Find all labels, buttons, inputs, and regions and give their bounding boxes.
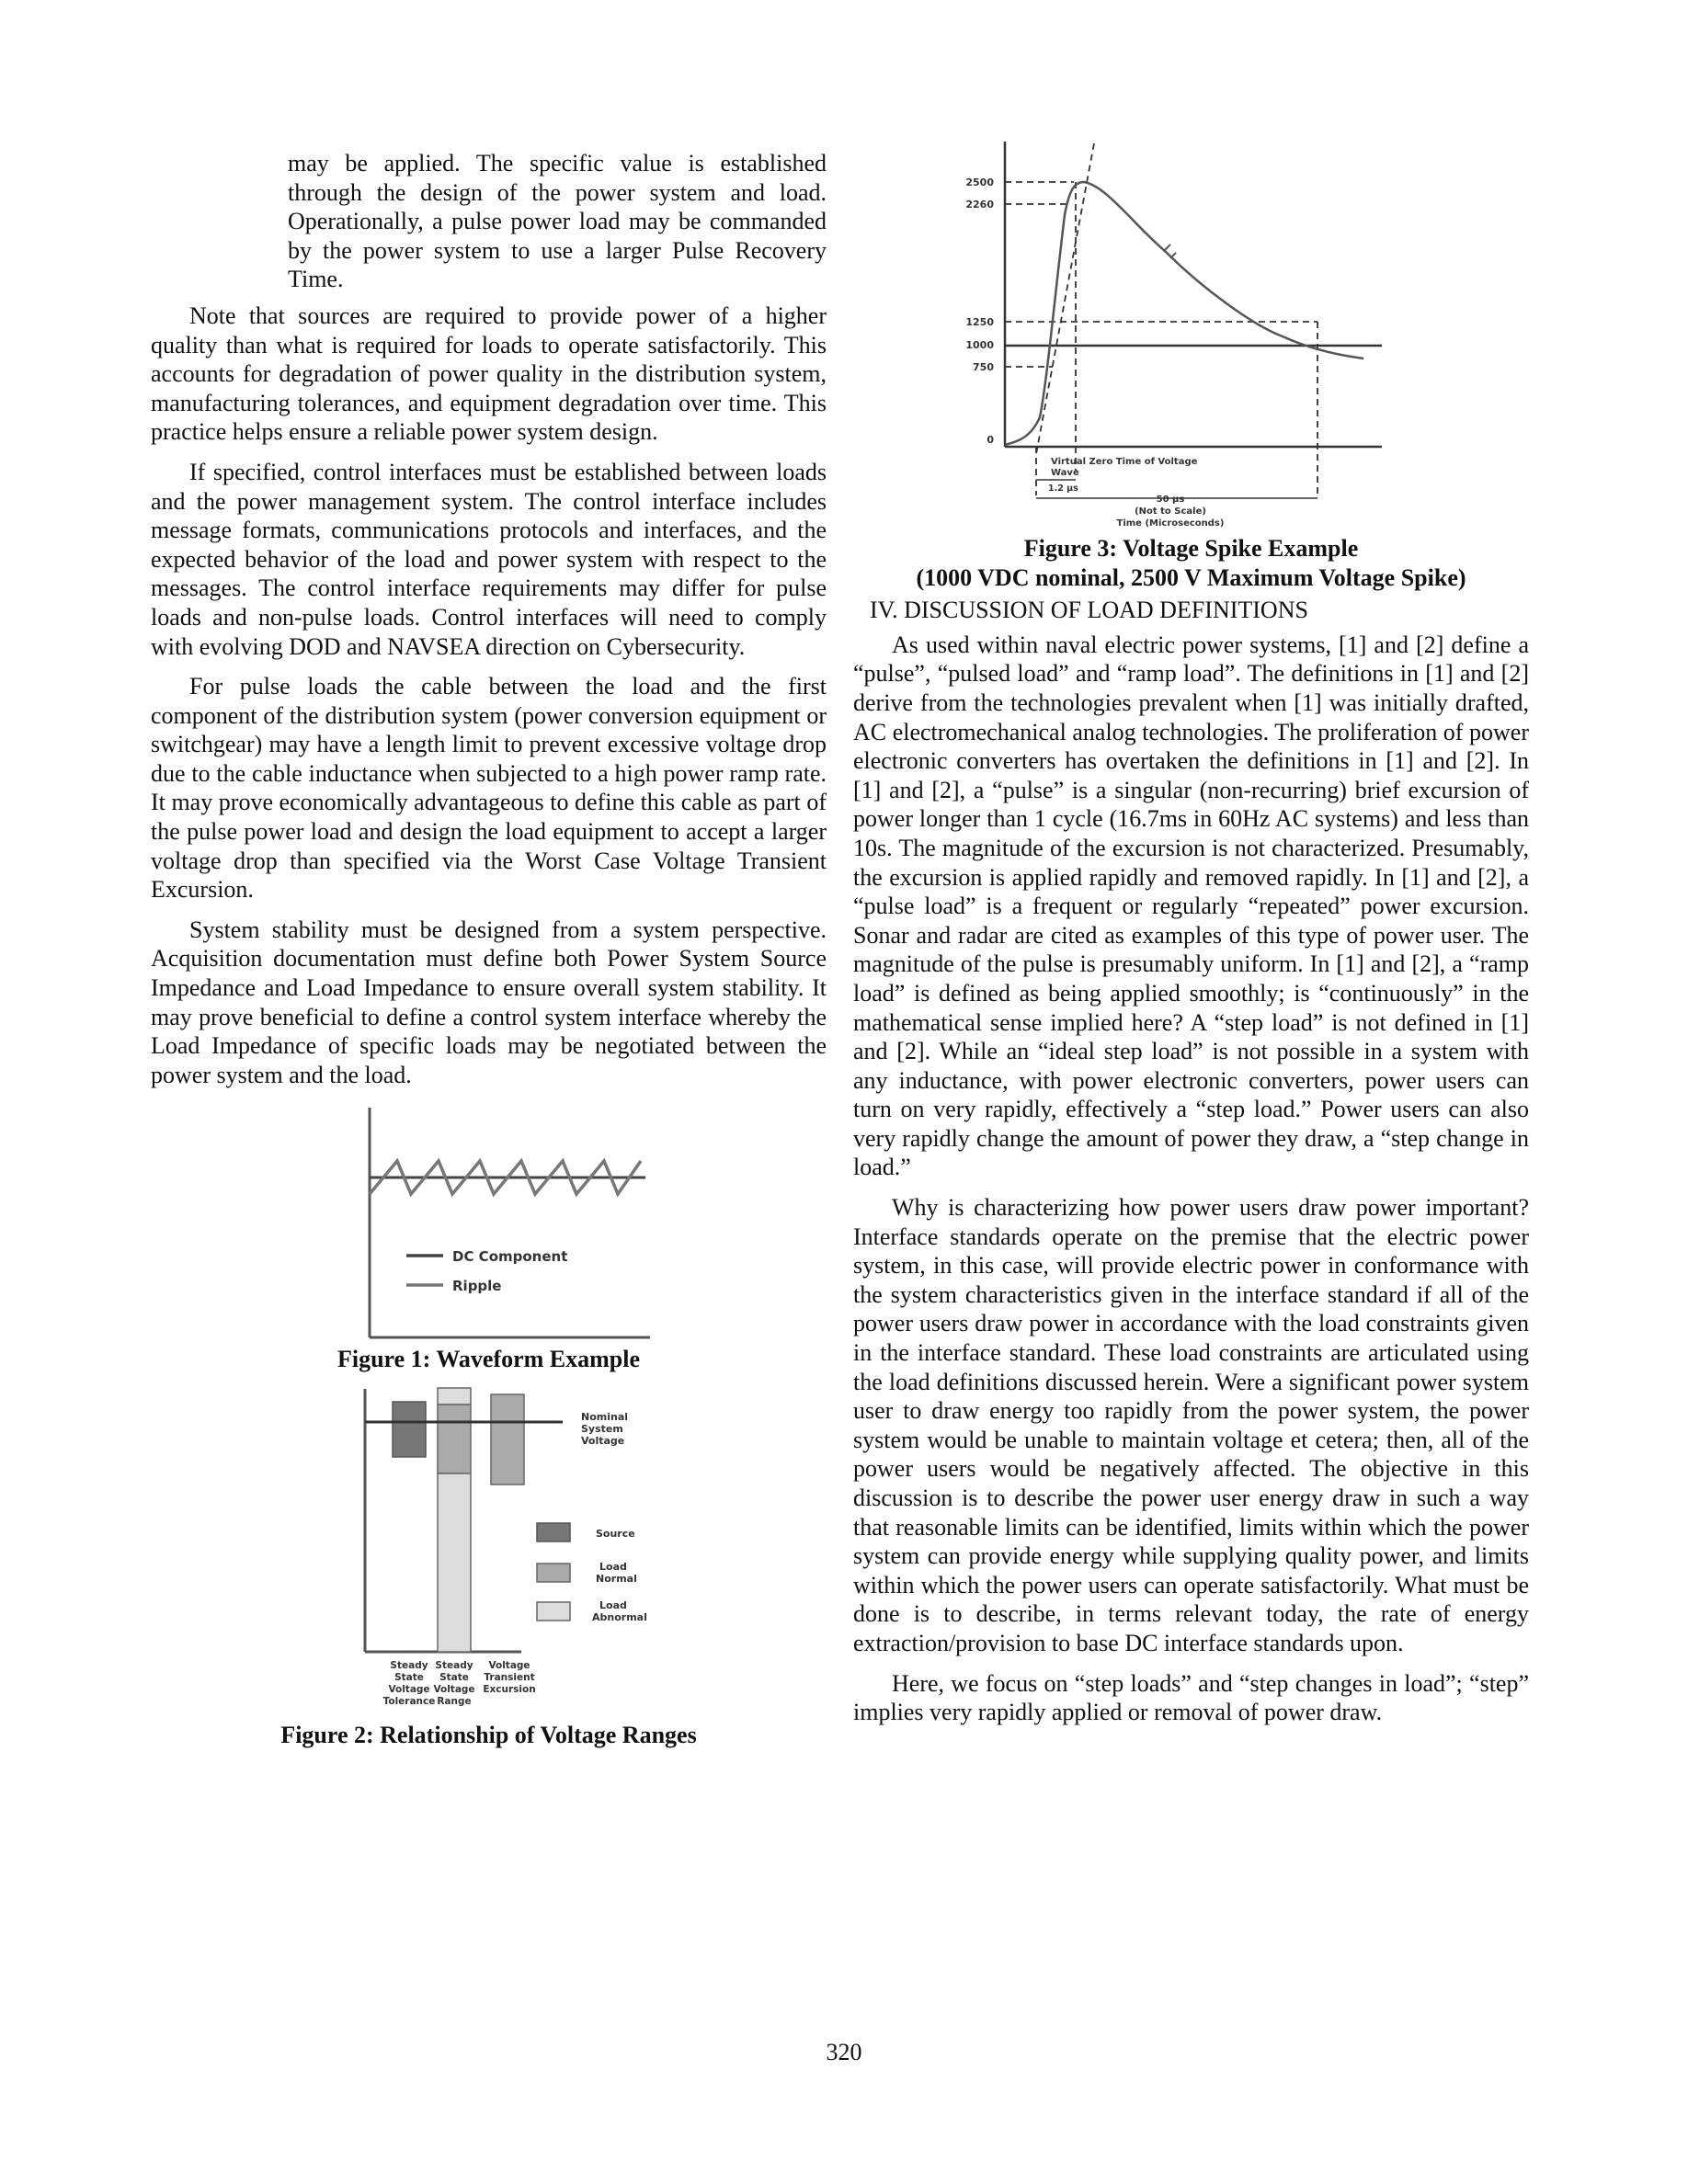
figure2-legend-normal-label-1: Load bbox=[599, 1561, 627, 1573]
figure2-nominal-label-3: Voltage bbox=[580, 1435, 624, 1447]
paragraph-control-interfaces: If specified, control interfaces must be established between loads and the power management system. The control interface includes message formats, communications protocols and interfaces, and the expected behavior of the load and power system with respect to the messages. The control interface requirements may differ for pulse loads and non-pulse loads. Control interfaces will need to comply with evolving DOD and NAVSEA direction on Cybersecurity. bbox=[151, 458, 827, 660]
figure2-cat1-line4: Tolerance bbox=[382, 1696, 435, 1707]
right-column bbox=[853, 149, 1529, 1738]
figure3-not-to-scale: (Not to Scale) bbox=[1135, 506, 1206, 517]
paragraph-why-characterize: Why is characterizing how power users draw power important? Interface standards operate on the premise that the electric power system, in this case, will provide electric power in conformance with the system characteristics given in the interface standard if all of the power users draw power in accordance with the load constraints given in the interface standard. These load constraints are articulated using the load definitions discussed herein. Were a significant power system user to draw energy too rapidly from the power system, the power system would be unable to maintain voltage et cetera; then, all of the power users would be negatively affected. The objective in this discussion is to describe the power user energy draw in such a way that reasonable limits can be identified, limits within which the power system can provide energy while supplying quality power, and limits within which the power users can operate satisfactorily. What must be done is to describe, in terms relevant today, the rate of energy extraction/provision to base DC interface standards upon. bbox=[853, 1194, 1529, 1656]
figure2-cat3-line1: Voltage bbox=[487, 1660, 530, 1671]
figure2-cat2-line2: State bbox=[439, 1672, 469, 1683]
figure1-legend-ripple-label: Ripple bbox=[451, 1278, 501, 1295]
figure2-voltage-ranges bbox=[314, 1383, 664, 1719]
figure3-annotation-line1: Virtual Zero Time of Voltage bbox=[1051, 457, 1198, 467]
paragraph-step-loads-focus: Here, we focus on “step loads” and “step changes in load”; “step” implies very rapidly applied or removal of power draw. bbox=[853, 1669, 1529, 1726]
figure2-caption: Figure 2: Relationship of Voltage Ranges bbox=[280, 1722, 697, 1748]
figure2-legend-source-label: Source bbox=[595, 1528, 635, 1540]
figure2-cat1-line1: Steady bbox=[389, 1660, 428, 1671]
figure1-waveform bbox=[324, 1102, 655, 1341]
figure3-ytick-750: 750 bbox=[973, 361, 994, 373]
figure2-cat3-line2: Transient bbox=[483, 1672, 535, 1683]
figure2-legend-normal-label-2: Normal bbox=[595, 1573, 637, 1585]
figure2-bar-range-abnormal-bottom bbox=[438, 1473, 471, 1652]
figure2-legend-abnormal-label-2: Abnormal bbox=[591, 1611, 647, 1623]
hanging-paragraph: may be applied. The specific value is established through the design of the power system and load. Operationally, a pulse power load may be commanded by the power system to use a larger Pulse Recovery Time. bbox=[288, 150, 827, 293]
figure2-bar-range-abnormal-top bbox=[438, 1388, 471, 1405]
paragraph-source-quality: Note that sources are required to provide power of a higher quality than what is required for loads to operate satisfactorily. This accounts for degradation of power quality in the distribution system, manufacturing tolerances, and equipment degradation over time. This practice helps ensure a reliable power system design. bbox=[151, 301, 827, 446]
left-column bbox=[151, 149, 827, 1750]
figure3-annotation-line2: Wave bbox=[1051, 468, 1079, 478]
figure2-cat2-line4: Range bbox=[436, 1696, 472, 1707]
figure2-bar-tolerance-source bbox=[393, 1402, 426, 1457]
figure3-ytick-1250: 1250 bbox=[965, 316, 994, 328]
figure3-ytick-1000: 1000 bbox=[965, 339, 994, 351]
figure3-dim-short-label: 1.2 µs bbox=[1048, 483, 1078, 494]
figure2-nominal-label-1: Nominal bbox=[580, 1411, 628, 1423]
figure3-caption-line1: Figure 3: Voltage Spike Example bbox=[1023, 535, 1359, 562]
figure3-ytick-2500: 2500 bbox=[965, 176, 994, 188]
figure2-legend-source-swatch bbox=[537, 1523, 570, 1541]
figure3-dim-long-label: 50 µs bbox=[1156, 495, 1185, 505]
figure2-nominal-label-2: System bbox=[580, 1423, 623, 1435]
figure3-caption-line2: (1000 VDC nominal, 2500 V Maximum Voltage Spike) bbox=[916, 563, 1466, 591]
figure3-dash-tangent bbox=[1036, 143, 1094, 454]
paragraph-naval-definitions: As used within naval electric power systems, [1] and [2] define a “pulse”, “pulsed load” and “ramp load”. The definitions in [1] and [2] derive from the technologies prevalent when [1] was initially drafted, AC electromechanical analog technologies. The proliferation of power electronic converters has overtaken the definitions in [1] and [2]. In [1] and [2], a “pulse” is a singular (non-recurring) brief excursion of power longer than 1 cycle (16.7ms in 60Hz AC systems) and less than 10s. The magnitude of the excursion is not characterized. Presumably, the excursion is applied rapidly and removed rapidly. In [1] and [2], a “pulse load” is a frequent or regularly “repeated” power excursion. Sonar and radar are cited as examples of this type of power user. The magnitude of the pulse is presumably uniform. In [1] and [2], a “ramp load” is defined as being applied smoothly; is “continuously” in the mathematical sense implied here? A “step load” is not defined in [1] and [2]. While an “ideal step load” is not possible in a system with any inductance, with power electronic converters, power users can turn on very rapidly, effectively a “step load.” Power users can also very rapidly change the amount of power they draw, a “step change in load.” bbox=[853, 631, 1529, 1181]
figure3-spike-curve bbox=[1005, 182, 1363, 445]
figure2-cat2-line3: Voltage bbox=[432, 1684, 475, 1695]
paragraph-system-stability: System stability must be designed from a system perspective. Acquisition documentation must define both Power System Source Impedance and Load Impedance to ensure overall system stability. It may prove beneficial to define a control system interface whereby the Load Impedance of specific loads may be negotiated between the power system and the load. bbox=[151, 916, 827, 1088]
figure3-voltage-spike bbox=[959, 142, 1437, 532]
figure1-legend-dc-label: DC Component bbox=[451, 1248, 567, 1266]
figure3-ytick-2260: 2260 bbox=[965, 199, 994, 210]
figure2-legend-abnormal-swatch bbox=[537, 1602, 570, 1621]
figure3-ytick-0: 0 bbox=[987, 434, 994, 446]
figure2-cat2-line1: Steady bbox=[434, 1660, 473, 1671]
figure1-caption: Figure 1: Waveform Example bbox=[336, 1346, 641, 1373]
figure2-cat1-line3: Voltage bbox=[387, 1684, 430, 1695]
figure2-legend-normal-swatch bbox=[537, 1564, 570, 1582]
figure2-cat1-line2: State bbox=[393, 1672, 424, 1683]
figure2-bar-range-normal bbox=[438, 1405, 471, 1473]
figure2-cat3-line3: Excursion bbox=[482, 1684, 536, 1695]
page-number: 320 bbox=[826, 2039, 862, 2065]
paragraph-pulse-cable: For pulse loads the cable between the load and the first component of the distribution system (power conversion equipment or switchgear) may have a length limit to prevent excessive voltage drop due to the cable inductance when subjected to a high power ramp rate. It may prove economically advantageous to define this cable as part of the pulse power load and design the load equipment to accept a larger voltage drop than specified via the Worst Case Voltage Transient Excursion. bbox=[151, 673, 827, 904]
section-heading-iv: IV. DISCUSSION OF LOAD DEFINITIONS bbox=[870, 597, 1308, 624]
figure2-legend-abnormal-label-1: Load bbox=[599, 1599, 627, 1611]
figure3-x-label: Time (Microseconds) bbox=[1116, 518, 1225, 529]
figure2-bar-excursion-normal bbox=[491, 1394, 524, 1484]
